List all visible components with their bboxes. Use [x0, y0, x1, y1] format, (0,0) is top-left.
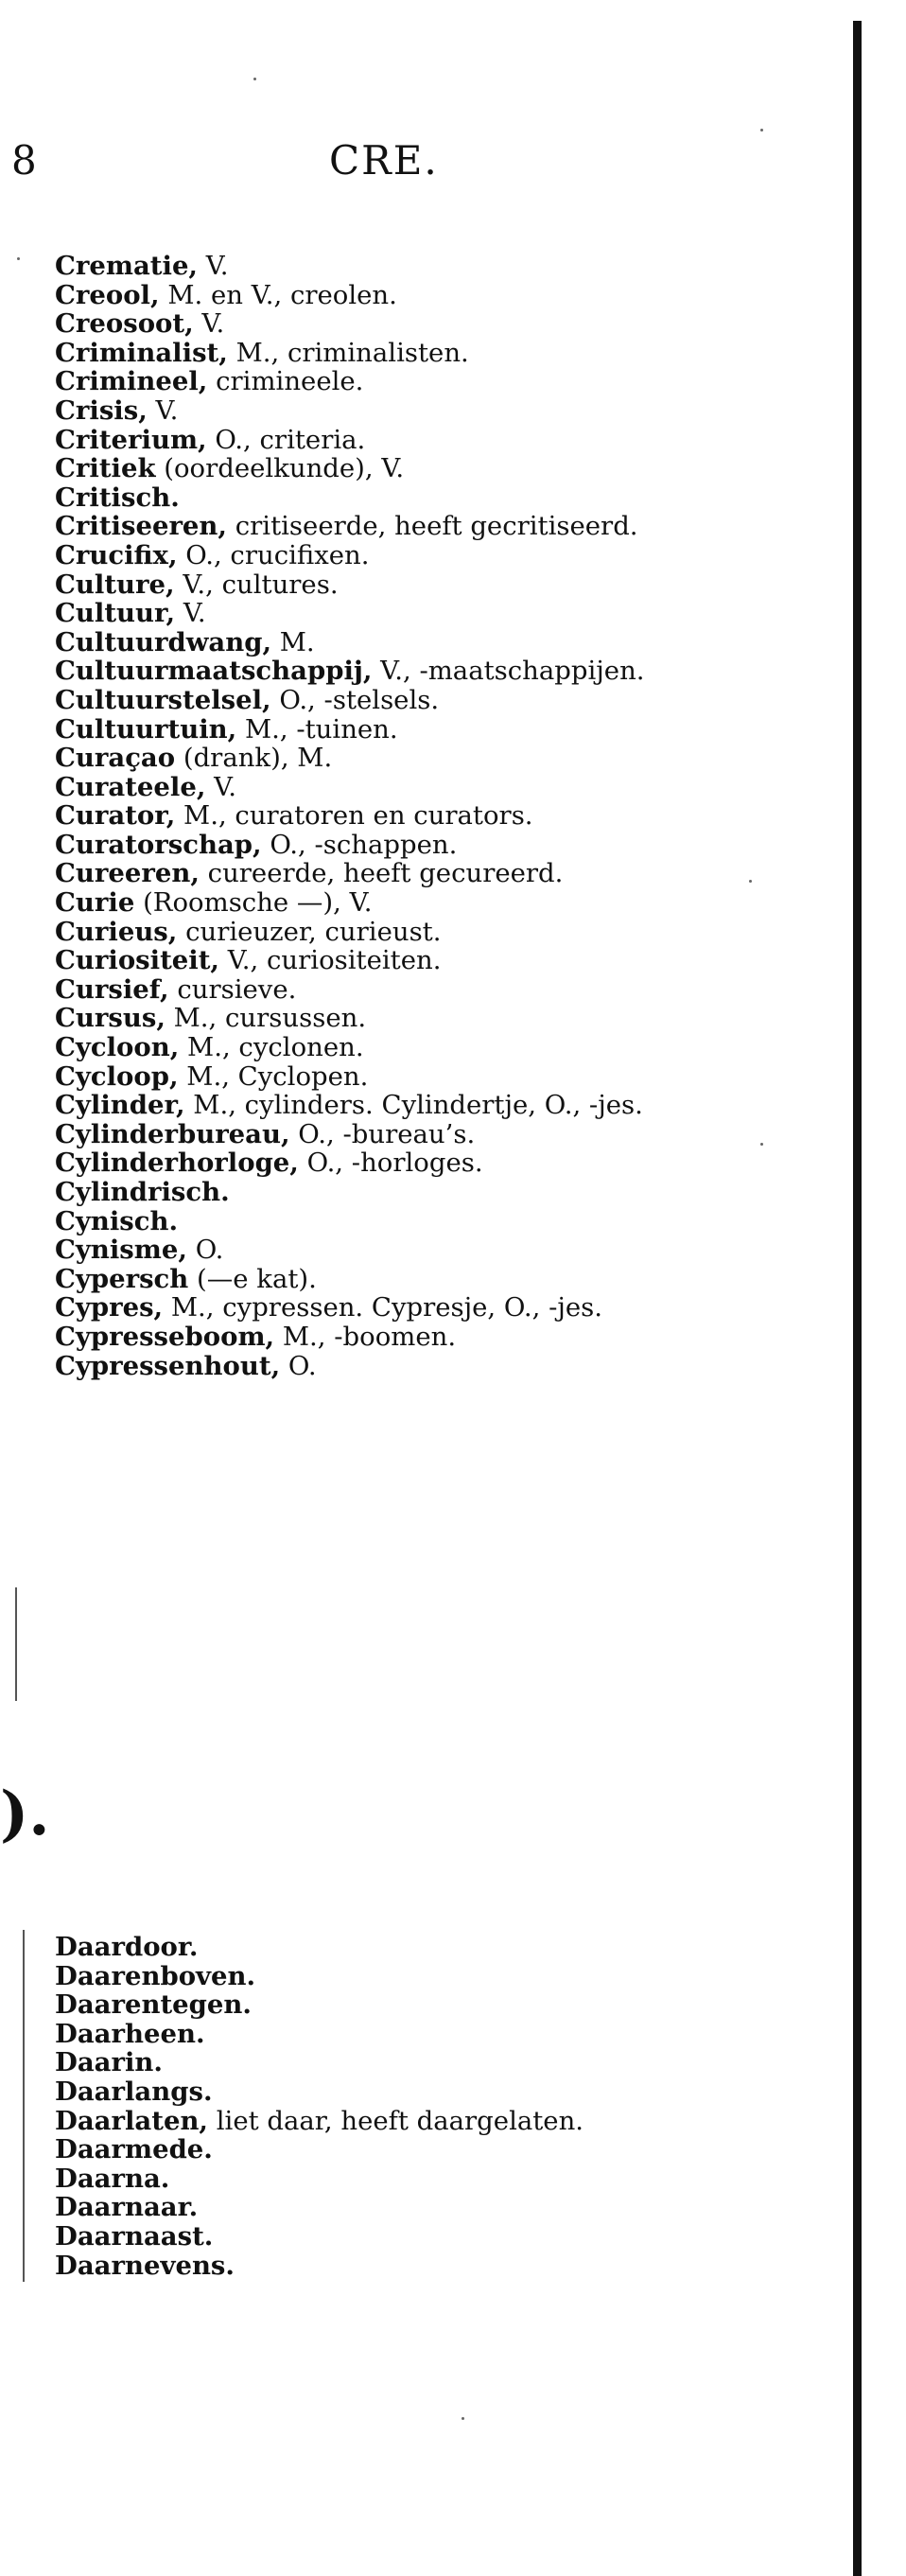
entry-definition: (oordeelkunde), V. — [155, 453, 405, 484]
page-edge-rule — [853, 21, 862, 2576]
dictionary-entry — [55, 1235, 734, 1265]
entry-headword: Curator, — [55, 800, 176, 832]
entry-definition: V. — [205, 771, 236, 802]
entry-headword: Criminalist, — [55, 337, 228, 368]
entry-headword: Cultuurstelsel, — [55, 684, 271, 715]
entry-headword: Cultuurtuin, — [55, 713, 237, 745]
dictionary-entry — [55, 1148, 734, 1178]
entry-headword: Crucifix, — [55, 539, 178, 570]
running-head: CRE. — [329, 137, 439, 184]
dictionary-entry — [55, 831, 734, 860]
dictionary-entry — [55, 1265, 734, 1294]
entry-definition: V., cultures. — [174, 569, 339, 600]
dictionary-entry — [55, 657, 734, 686]
margin-rule — [23, 1930, 25, 2282]
entry-definition: M., cypressen. Cypresje, O., -jes. — [163, 1292, 603, 1323]
dictionary-entry — [55, 1033, 734, 1062]
entry-headword: Cypresseboom, — [55, 1321, 275, 1352]
dictionary-entry — [55, 454, 734, 483]
dictionary-entry — [55, 483, 734, 513]
entry-definition: O. — [186, 1235, 224, 1266]
entry-headword: Creosoot, — [55, 308, 194, 340]
entry-definition: M., Cyclopen. — [178, 1060, 369, 1092]
dictionary-entry — [55, 2107, 734, 2136]
dictionary-entry — [55, 1293, 734, 1323]
dictionary-entry — [55, 309, 734, 339]
dictionary-entry — [55, 1178, 734, 1207]
entry-headword: Cureeren, — [55, 858, 200, 889]
entry-headword: Creool, — [55, 279, 160, 310]
entry-definition: cureerde, heeft gecureerd. — [199, 858, 564, 889]
entry-headword: Cycloon, — [55, 1032, 180, 1063]
dictionary-entry — [55, 2252, 734, 2281]
entry-definition: O. — [280, 1350, 317, 1381]
entry-headword: Critiek — [55, 453, 156, 484]
dictionary-entry — [55, 367, 734, 396]
dictionary-entry — [55, 2048, 734, 2077]
dictionary-entry — [55, 1062, 734, 1092]
entry-headword: Curateele, — [55, 771, 206, 802]
entry-definition: (—e kat). — [188, 1263, 317, 1294]
entry-headword: Cultuurdwang, — [55, 626, 272, 657]
dictionary-entry — [55, 801, 734, 831]
dictionary-entry — [55, 599, 734, 628]
dictionary-entry — [55, 686, 734, 715]
page-number: 8 — [11, 137, 38, 184]
dictionary-entry — [55, 1004, 734, 1033]
entry-headword: Cypressenhout, — [55, 1350, 281, 1381]
entry-headword: Daarnaast. — [55, 2220, 214, 2252]
entry-headword: Cultuurmaatschappij, — [55, 656, 373, 687]
dictionary-entry — [55, 396, 734, 426]
dictionary-entry — [55, 2164, 734, 2194]
entry-headword: Cursus, — [55, 1003, 166, 1034]
entry-definition: M. — [271, 626, 315, 657]
entry-headword: Daardoor. — [55, 1932, 199, 1962]
entry-definition: M., -tuinen. — [236, 713, 398, 745]
entry-headword: Daarnaar. — [55, 2192, 199, 2223]
entry-headword: Curie — [55, 887, 135, 919]
entry-headword: Crisis, — [55, 394, 148, 426]
entry-headword: Daarlaten, — [55, 2105, 209, 2136]
d-entry-list — [55, 1933, 734, 2280]
entry-headword: Curaçao — [55, 743, 176, 774]
dictionary-entry — [55, 570, 734, 600]
entry-headword: Cylindrisch. — [55, 1177, 230, 1207]
dictionary-entry — [55, 2077, 734, 2107]
entry-headword: Cycloop, — [55, 1060, 179, 1092]
ink-speck — [760, 1143, 763, 1146]
entry-headword: Cultuur, — [55, 598, 176, 629]
entry-definition: M., cylinders. Cylindertje, O., -jes. — [184, 1090, 643, 1121]
ink-speck — [760, 129, 763, 131]
dictionary-entry — [55, 281, 734, 310]
entry-definition: V. — [175, 598, 206, 629]
entry-definition: M., curatoren en curators. — [175, 800, 533, 832]
entry-headword: Cypres, — [55, 1292, 164, 1323]
entry-definition: M., -boomen. — [274, 1321, 457, 1352]
entry-definition: M., cyclonen. — [179, 1032, 364, 1063]
entry-headword: Cylinderbureau, — [55, 1118, 290, 1149]
entry-headword: Critiseeren, — [55, 511, 227, 542]
entry-definition: O., -schappen. — [261, 829, 458, 860]
dictionary-entry — [55, 975, 734, 1005]
dictionary-entry — [55, 1933, 734, 1962]
entry-headword: Cypersch — [55, 1263, 189, 1294]
entry-definition: (Roomsche —), V. — [134, 887, 373, 919]
entry-definition: V. — [147, 394, 179, 426]
entry-headword: Cylinderhorloge, — [55, 1148, 299, 1179]
entry-definition: O., -horloges. — [298, 1148, 483, 1179]
dictionary-entry — [55, 541, 734, 570]
dictionary-entry — [55, 1323, 734, 1352]
entry-headword: Cursief, — [55, 973, 169, 1005]
entry-headword: Curiositeit, — [55, 945, 220, 976]
dictionary-entry — [55, 744, 734, 773]
margin-rule — [15, 1587, 17, 1701]
entry-headword: Cynisme, — [55, 1235, 187, 1266]
entry-headword: Daarheen. — [55, 2018, 205, 2049]
dictionary-entry — [55, 1962, 734, 1991]
entry-headword: Crimineel, — [55, 366, 208, 397]
entry-headword: Culture, — [55, 569, 175, 600]
ink-speck — [749, 880, 752, 883]
entry-headword: Daarlangs. — [55, 2076, 213, 2107]
entry-headword: Curieus, — [55, 916, 178, 947]
entry-definition: O., crucifixen. — [177, 539, 370, 570]
entry-headword: Daarna. — [55, 2163, 170, 2194]
dictionary-entry — [55, 1207, 734, 1236]
entry-definition: V., -maatschappijen. — [372, 656, 645, 687]
dictionary-entry — [55, 252, 734, 281]
dictionary-entry — [55, 859, 734, 888]
entry-definition: curieuzer, curieust. — [177, 916, 442, 947]
dictionary-entry — [55, 2020, 734, 2049]
dictionary-entry — [55, 426, 734, 455]
dictionary-entry — [55, 1352, 734, 1381]
entry-definition: V. — [198, 251, 229, 281]
dictionary-entry — [55, 1091, 734, 1120]
dictionary-entry — [55, 888, 734, 918]
entry-headword: Daarin. — [55, 2047, 163, 2078]
entry-definition: O., -stelsels. — [270, 684, 440, 715]
section-letter: ). — [0, 1779, 50, 1849]
entry-definition: M., criminalisten. — [227, 337, 469, 368]
entry-headword: Cylinder, — [55, 1090, 185, 1121]
entry-definition: liet daar, heeft daargelaten. — [208, 2105, 584, 2136]
entry-headword: Daarenboven. — [55, 1960, 256, 1991]
dictionary-entry — [55, 715, 734, 745]
entry-definition: crimineele. — [207, 366, 364, 397]
entry-definition: O., criteria. — [206, 424, 366, 455]
entry-definition: M., cursussen. — [165, 1003, 367, 1034]
entry-definition: V., curiositeiten. — [219, 945, 442, 976]
entry-headword: Curatorschap, — [55, 829, 262, 860]
entry-headword: Daarmede. — [55, 2134, 213, 2165]
ink-speck — [253, 78, 256, 80]
entry-definition: O., -bureau’s. — [289, 1118, 476, 1149]
entry-headword: Criterium, — [55, 424, 207, 455]
dictionary-entry — [55, 512, 734, 541]
dictionary-entry — [55, 1120, 734, 1149]
cre-entry-list — [55, 252, 734, 1380]
entry-headword: Cynisch. — [55, 1205, 179, 1236]
dictionary-entry — [55, 339, 734, 368]
ink-speck — [17, 257, 20, 260]
entry-headword: Critisch. — [55, 482, 180, 513]
entry-headword: Crematie, — [55, 251, 199, 281]
entry-definition: (drank), M. — [175, 743, 333, 774]
entry-headword: Daarentegen. — [55, 1989, 252, 2021]
entry-definition: V. — [193, 308, 225, 340]
entry-definition: critiseerde, heeft gecritiseerd. — [227, 511, 638, 542]
entry-definition: M. en V., creolen. — [159, 279, 397, 310]
entry-definition: cursieve. — [168, 973, 297, 1005]
dictionary-entry — [55, 2222, 734, 2252]
dictionary-entry — [55, 2193, 734, 2222]
dictionary-entry — [55, 946, 734, 975]
dictionary-entry — [55, 773, 734, 802]
entry-headword: Daarnevens. — [55, 2250, 235, 2281]
dictionary-entry — [55, 2135, 734, 2164]
dictionary-entry — [55, 918, 734, 947]
ink-speck — [462, 2417, 464, 2420]
dictionary-entry — [55, 1990, 734, 2020]
dictionary-entry — [55, 628, 734, 657]
